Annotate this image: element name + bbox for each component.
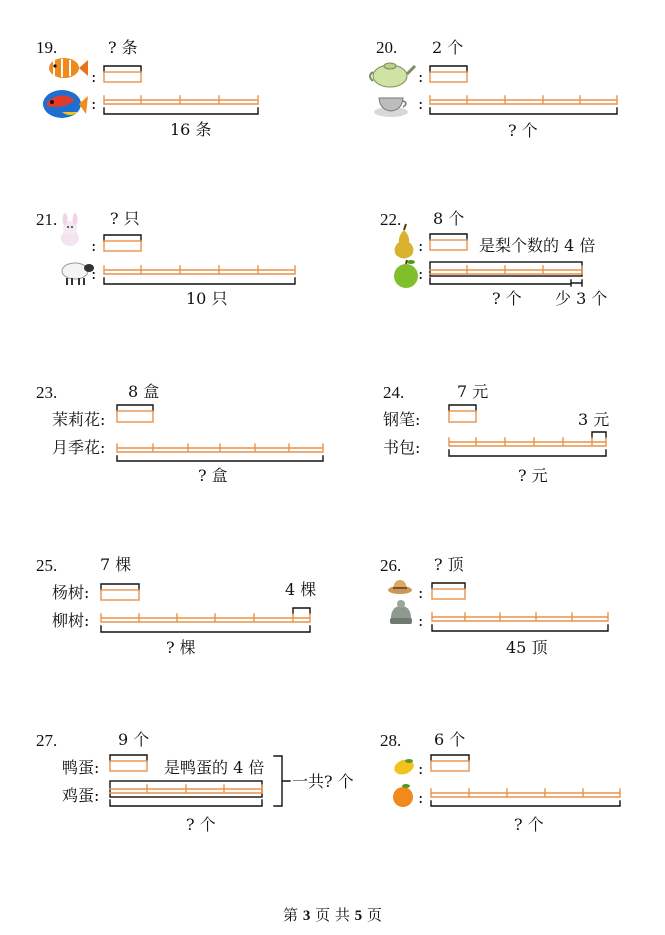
p25-row1-label: 杨树: (52, 583, 90, 602)
p28-top-question: 6 个 (434, 730, 466, 749)
p26-diagram (432, 583, 608, 631)
problem-number-23: 23. (36, 383, 58, 402)
p27-top-question: 9 个 (118, 730, 150, 749)
p26-top-question: ? 顶 (434, 555, 464, 574)
p19-top-question: ? 条 (108, 38, 138, 57)
footer-total-pages: 5 (354, 908, 363, 924)
p20-colon-1: : (418, 67, 424, 86)
p25-bottom-label: ? 棵 (166, 638, 196, 657)
pear-icon (395, 224, 414, 259)
mango-icon (392, 757, 416, 777)
p24-row1-label: 钢笔: (383, 410, 421, 429)
p19-bottom-label: 16 条 (170, 120, 212, 139)
p19-diagram (104, 66, 258, 114)
teacup-icon (374, 98, 408, 117)
p22-colon-2: : (418, 264, 424, 283)
p24-row2-label: 书包: (383, 438, 421, 457)
p24-top-question: 7 元 (457, 382, 489, 401)
footer-suffix: 页 (366, 906, 382, 924)
sun-hat-icon (388, 580, 412, 594)
p27-row2-label: 鸡蛋: (62, 786, 100, 805)
problem-number-20: 20. (376, 38, 398, 57)
p26-colon-1: : (418, 583, 424, 602)
p22-less-label: 少 3 个 (555, 289, 608, 308)
p23-bottom-label: ? 盒 (198, 466, 228, 485)
apple-icon (394, 260, 418, 288)
p25-diagram (101, 584, 310, 632)
p20-diagram (430, 66, 617, 114)
p24-bottom-label: ? 元 (518, 466, 548, 485)
p26-colon-2: : (418, 611, 424, 630)
p28-bottom-label: ? 个 (514, 815, 544, 834)
p28-diagram (431, 755, 620, 806)
footer-page-number: 3 (302, 908, 311, 924)
p19-colon-1: : (91, 67, 97, 86)
teapot-icon (370, 63, 415, 87)
p27-bottom-label: ? 个 (186, 815, 216, 834)
p21-diagram (104, 235, 295, 284)
footer-prefix: 第 (283, 906, 299, 924)
p23-diagram (117, 405, 323, 461)
p25-top-question: 7 棵 (100, 555, 132, 574)
p21-bottom-label: 10 只 (186, 289, 228, 308)
problem-number-22: 22. (380, 210, 402, 229)
p28-colon-2: : (418, 788, 424, 807)
p22-bottom-label: ? 个 (492, 289, 522, 308)
p28-colon-1: : (418, 759, 424, 778)
p23-row2-label: 月季花: (52, 438, 106, 457)
p26-bottom-label: 45 顶 (506, 638, 548, 657)
p23-row1-label: 茉莉花: (52, 410, 106, 429)
problem-number-25: 25. (36, 556, 58, 575)
p22-top-question: 8 个 (433, 209, 465, 228)
footer-middle: 页 共 (315, 906, 350, 924)
p27-row1-label: 鸭蛋: (62, 758, 100, 777)
rabbit-icon (61, 213, 79, 246)
p21-top-question: ? 只 (110, 209, 140, 228)
p20-bottom-label: ? 个 (508, 121, 538, 140)
problem-number-24: 24. (383, 383, 405, 402)
p22-colon-1: : (418, 236, 424, 255)
p19-colon-2: : (91, 94, 97, 113)
problem-number-28: 28. (380, 731, 402, 750)
problem-number-27: 27. (36, 731, 58, 750)
tropical-fish-icon (43, 90, 88, 118)
p23-top-question: 8 盒 (128, 382, 160, 401)
p27-total-label: 一共? 个 (292, 772, 354, 791)
p20-colon-2: : (418, 94, 424, 113)
orange-icon (393, 784, 413, 807)
knit-hat-icon (390, 600, 412, 624)
p24-extra-label: 3 元 (578, 410, 610, 429)
problem-number-26: 26. (380, 556, 402, 575)
p27-relation-label: 是鸭蛋的 4 倍 (164, 758, 265, 777)
p22-relation-label: 是梨个数的 4 倍 (479, 236, 596, 255)
p25-extra-label: 4 棵 (285, 580, 317, 599)
sheep-icon (62, 263, 97, 285)
problem-number-19: 19. (36, 38, 58, 57)
problem-number-21: 21. (36, 210, 58, 229)
p20-top-question: 2 个 (432, 38, 464, 57)
page-footer (0, 904, 665, 925)
p21-colon-1: : (91, 236, 97, 255)
clownfish-icon (49, 58, 88, 78)
p21-colon-2: : (91, 264, 97, 283)
p25-row2-label: 柳树: (52, 611, 90, 630)
